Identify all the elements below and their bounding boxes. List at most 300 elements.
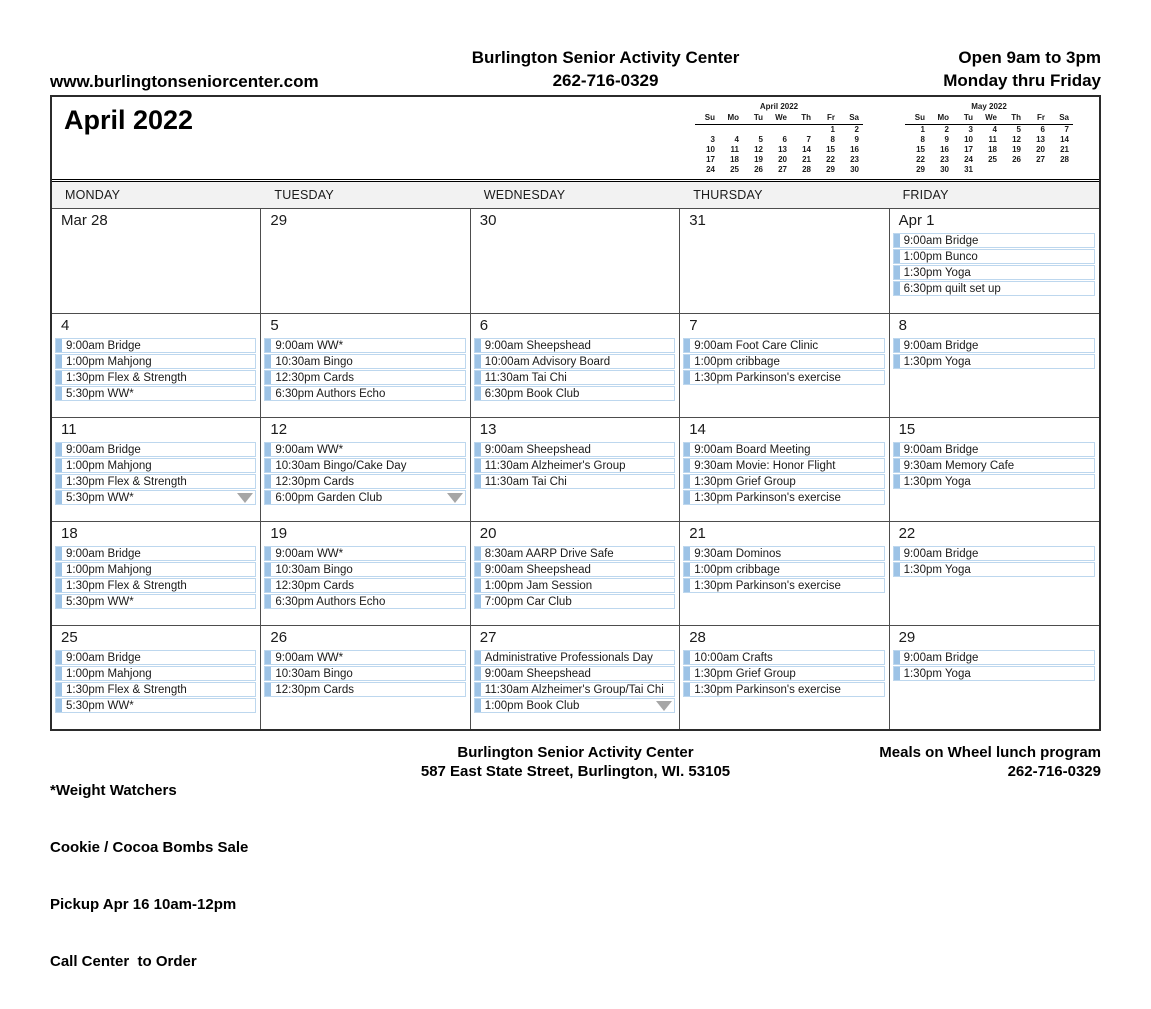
weekday-header: MONDAY xyxy=(65,188,121,202)
event-label: 5:30pm WW* xyxy=(66,699,134,712)
event-item xyxy=(893,281,1095,296)
mini-day-number xyxy=(791,125,815,135)
event-label: 1:00pm Jam Session xyxy=(484,579,593,592)
event-item xyxy=(264,354,465,369)
event-item xyxy=(55,370,256,385)
event-list xyxy=(52,442,256,505)
event-label: 9:00am Bridge xyxy=(903,443,979,456)
mini-day-number: 11 xyxy=(988,135,997,144)
day-cell xyxy=(261,314,470,417)
mini-calendar-title: April 2022 xyxy=(759,102,799,111)
event-item xyxy=(55,578,256,593)
event-item xyxy=(893,650,1095,665)
mini-day-number: 9 xyxy=(854,135,859,144)
event-item xyxy=(55,354,256,369)
mini-day-number: 26 xyxy=(754,165,763,174)
event-list xyxy=(471,650,675,713)
event-item xyxy=(474,386,675,401)
event-label: 1:00pm cribbage xyxy=(694,355,780,368)
event-label: 9:00am Sheepshead xyxy=(484,667,591,680)
event-item xyxy=(264,666,465,681)
event-label: 5:30pm WW* xyxy=(66,387,134,400)
mini-day-number: 24 xyxy=(706,165,715,174)
event-item xyxy=(55,562,256,577)
event-item xyxy=(893,546,1095,561)
day-cell xyxy=(52,626,261,729)
mini-day-number xyxy=(1001,165,1025,175)
event-label: 9:00am Sheepshead xyxy=(484,443,591,456)
event-label: Administrative Professionals Day xyxy=(484,651,653,664)
event-label: 9:30am Dominos xyxy=(694,547,782,560)
event-label: 12:30pm Cards xyxy=(275,579,355,592)
event-label: 7:00pm Car Club xyxy=(484,595,572,608)
mini-day-number: 3 xyxy=(710,135,715,144)
mini-day-number: 30 xyxy=(850,165,859,174)
event-label: 9:00am Sheepshead xyxy=(484,339,591,352)
mini-day-number: 25 xyxy=(988,155,997,164)
mini-day-number: 8 xyxy=(830,135,835,144)
mini-day-header: Mo xyxy=(719,112,743,125)
mini-day-number: 19 xyxy=(754,155,763,164)
mini-day-number: 15 xyxy=(916,145,925,154)
event-list xyxy=(890,546,1095,577)
event-label: 1:30pm Yoga xyxy=(903,563,971,576)
mini-day-number: 5 xyxy=(758,135,763,144)
day-cell xyxy=(680,418,889,521)
event-label: 5:30pm WW* xyxy=(66,491,134,504)
event-label: 1:30pm Flex & Strength xyxy=(66,579,187,592)
event-label: 1:30pm Grief Group xyxy=(694,667,796,680)
mini-day-number: 10 xyxy=(964,135,973,144)
event-label: 1:00pm Mahjong xyxy=(66,355,152,368)
event-label: 9:00am Foot Care Clinic xyxy=(694,339,819,352)
event-item xyxy=(264,562,465,577)
calendar-frame xyxy=(50,95,1101,731)
mini-day-number: 10 xyxy=(706,145,715,154)
mini-day-number: 23 xyxy=(850,155,859,164)
mini-day-header: Fr xyxy=(1025,112,1049,125)
event-list xyxy=(52,338,256,401)
event-item xyxy=(893,666,1095,681)
page-header xyxy=(50,46,1101,95)
event-label: 9:30am Movie: Honor Flight xyxy=(694,459,836,472)
event-item xyxy=(474,666,675,681)
event-item xyxy=(893,265,1095,280)
event-item xyxy=(893,354,1095,369)
date-number: 20 xyxy=(479,525,497,542)
event-label: 1:00pm Mahjong xyxy=(66,667,152,680)
date-number: 30 xyxy=(479,212,497,229)
event-label: 1:00pm cribbage xyxy=(694,563,780,576)
footer-left-line: Call Center to Order xyxy=(50,953,197,970)
event-list xyxy=(471,338,675,401)
mini-day-number xyxy=(767,125,791,135)
day-cell xyxy=(52,314,261,417)
mini-day-number: 6 xyxy=(782,135,787,144)
event-item xyxy=(264,338,465,353)
event-item xyxy=(55,386,256,401)
weekday-header: WEDNESDAY xyxy=(483,188,566,202)
mini-day-number: 4 xyxy=(992,125,997,134)
event-label: 1:30pm Flex & Strength xyxy=(66,683,187,696)
mini-day-number: 29 xyxy=(916,165,925,174)
page-footer xyxy=(50,743,1101,1009)
event-label: 1:30pm Parkinson's exercise xyxy=(694,371,841,384)
mini-day-number xyxy=(977,165,1001,175)
date-number: 27 xyxy=(479,629,497,646)
date-number: 13 xyxy=(479,421,497,438)
more-events-arrow-icon xyxy=(447,493,463,503)
event-label: 10:00am Advisory Board xyxy=(484,355,611,368)
event-item xyxy=(474,562,675,577)
mini-day-number: 20 xyxy=(1036,145,1045,154)
date-number: 26 xyxy=(270,629,288,646)
event-label: 9:00am Board Meeting xyxy=(694,443,811,456)
event-label: 9:00am WW* xyxy=(275,339,344,352)
event-label: 9:00am Bridge xyxy=(903,234,979,247)
date-number: 12 xyxy=(270,421,288,438)
event-item xyxy=(474,354,675,369)
mini-day-header: We xyxy=(977,112,1001,125)
event-item xyxy=(55,682,256,697)
event-label: 9:00am Sheepshead xyxy=(484,563,591,576)
event-item xyxy=(683,546,884,561)
event-label: 1:30pm Flex & Strength xyxy=(66,475,187,488)
event-label: 11:30am Alzheimer's Group/Tai Chi xyxy=(484,683,664,696)
mini-day-number: 14 xyxy=(1060,135,1069,144)
mini-day-number: 15 xyxy=(826,145,835,154)
date-number: 31 xyxy=(689,212,706,229)
date-number: 19 xyxy=(270,525,288,542)
event-item xyxy=(893,442,1095,457)
date-number: 22 xyxy=(898,525,916,542)
mini-day-number: 22 xyxy=(916,155,925,164)
mini-day-number xyxy=(1025,165,1049,175)
org-phone: 262-716-0329 xyxy=(552,71,659,90)
event-item xyxy=(474,578,675,593)
mini-calendar-grid xyxy=(905,112,1073,175)
event-item xyxy=(264,682,465,697)
event-item xyxy=(474,442,675,457)
day-cell xyxy=(471,522,680,625)
date-number: 14 xyxy=(689,421,706,438)
mini-day-number xyxy=(1049,165,1073,175)
month-title-row xyxy=(52,97,1099,179)
mini-day-header: Su xyxy=(905,112,929,125)
event-item xyxy=(893,562,1095,577)
event-item xyxy=(55,546,256,561)
footer-left-line: Cookie / Cocoa Bombs Sale xyxy=(50,839,249,856)
event-item xyxy=(474,458,675,473)
event-item xyxy=(55,666,256,681)
day-cell xyxy=(52,418,261,521)
weekday-header: THURSDAY xyxy=(693,188,763,202)
footer-left-line: Pickup Apr 16 10am-12pm xyxy=(50,896,237,913)
footer-right-line: Meals on Wheel lunch program xyxy=(879,744,1101,761)
event-list xyxy=(471,546,675,609)
event-list xyxy=(680,442,884,505)
event-item xyxy=(474,650,675,665)
date-number: 15 xyxy=(898,421,916,438)
event-item xyxy=(264,578,465,593)
mini-day-number: 7 xyxy=(1064,125,1069,134)
event-label: 12:30pm Cards xyxy=(275,683,355,696)
event-label: 1:00pm Bunco xyxy=(903,250,978,263)
mini-day-number: 16 xyxy=(940,145,949,154)
event-list xyxy=(890,233,1095,296)
mini-day-number: 23 xyxy=(940,155,949,164)
event-list xyxy=(890,650,1095,681)
event-item xyxy=(683,370,884,385)
event-label: 1:30pm Parkinson's exercise xyxy=(694,683,841,696)
event-item xyxy=(474,682,675,697)
mini-day-header: Su xyxy=(695,112,719,125)
event-list xyxy=(261,442,465,505)
mini-day-number xyxy=(743,125,767,135)
event-item xyxy=(264,594,465,609)
event-item xyxy=(474,474,675,489)
event-item xyxy=(893,474,1095,489)
event-label: 9:00am Bridge xyxy=(66,339,141,352)
more-events-arrow-icon xyxy=(656,701,672,711)
mini-day-number: 9 xyxy=(944,135,949,144)
mini-day-number: 21 xyxy=(802,155,811,164)
weekday-header: FRIDAY xyxy=(902,188,949,202)
event-item xyxy=(893,338,1095,353)
event-item xyxy=(893,458,1095,473)
footer-left-line: *Weight Watchers xyxy=(50,782,177,799)
event-item xyxy=(55,442,256,457)
mini-calendar xyxy=(905,102,1073,179)
mini-day-header: Fr xyxy=(815,112,839,125)
event-label: 9:00am Bridge xyxy=(903,547,979,560)
date-number: 29 xyxy=(270,212,288,229)
mini-day-header: Th xyxy=(1001,112,1025,125)
mini-day-header: Th xyxy=(791,112,815,125)
event-item xyxy=(55,490,256,505)
date-number: 7 xyxy=(689,317,698,334)
mini-calendar-title: May 2022 xyxy=(971,102,1007,111)
day-cell xyxy=(261,418,470,521)
day-cell xyxy=(471,314,680,417)
hours-line2: Monday thru Friday xyxy=(943,71,1101,90)
event-item xyxy=(683,650,884,665)
mini-day-number: 21 xyxy=(1060,145,1069,154)
event-label: 1:00pm Mahjong xyxy=(66,459,152,472)
weekday-header: TUESDAY xyxy=(274,188,334,202)
mini-day-number: 7 xyxy=(806,135,811,144)
event-label: 9:00am WW* xyxy=(275,651,344,664)
event-label: 10:30am Bingo/Cake Day xyxy=(275,459,407,472)
date-number: 21 xyxy=(689,525,706,542)
event-item xyxy=(683,578,884,593)
event-item xyxy=(474,594,675,609)
event-label: 1:30pm Yoga xyxy=(903,355,971,368)
event-label: 1:30pm Yoga xyxy=(903,667,971,680)
event-item xyxy=(683,442,884,457)
event-item xyxy=(55,458,256,473)
event-label: 6:00pm Garden Club xyxy=(275,491,383,504)
footer-center-line: Burlington Senior Activity Center xyxy=(457,744,694,761)
mini-day-header: Mo xyxy=(929,112,953,125)
event-item xyxy=(683,338,884,353)
mini-day-header: Tu xyxy=(743,112,767,125)
month-title: April 2022 xyxy=(64,105,194,135)
event-item xyxy=(264,458,465,473)
event-label: 10:30am Bingo xyxy=(275,355,353,368)
event-label: 9:30am Memory Cafe xyxy=(903,459,1015,472)
date-number: 4 xyxy=(61,317,70,334)
event-label: 10:30am Bingo xyxy=(275,667,353,680)
event-item xyxy=(683,458,884,473)
mini-day-number: 12 xyxy=(1012,135,1021,144)
calendar-grid xyxy=(52,209,1099,729)
footer-center-line: 587 East State Street, Burlington, WI. 53105 xyxy=(420,763,731,780)
date-number: 5 xyxy=(270,317,279,334)
day-cell xyxy=(52,209,261,313)
event-item xyxy=(683,682,884,697)
org-title: Burlington Senior Activity Center xyxy=(471,48,740,67)
day-cell xyxy=(471,418,680,521)
calendar-page xyxy=(50,46,1101,1009)
mini-day-header: Tu xyxy=(953,112,977,125)
event-item xyxy=(55,594,256,609)
date-number: 6 xyxy=(479,317,489,334)
event-item xyxy=(55,650,256,665)
event-list xyxy=(52,546,256,609)
footer-announcement xyxy=(50,743,380,1009)
day-cell xyxy=(261,626,470,729)
mini-day-number: 18 xyxy=(988,145,997,154)
mini-day-number: 25 xyxy=(730,165,739,174)
day-cell xyxy=(680,626,889,729)
event-label: 10:00am Crafts xyxy=(694,651,773,664)
event-label: 1:30pm Parkinson's exercise xyxy=(694,579,841,592)
mini-day-number: 20 xyxy=(778,155,787,164)
event-label: 6:30pm quilt set up xyxy=(903,282,1001,295)
event-label: 1:30pm Yoga xyxy=(903,475,971,488)
week-row xyxy=(52,313,1099,417)
more-events-arrow-icon xyxy=(237,493,253,503)
date-number: Mar 28 xyxy=(61,212,108,229)
mini-day-number xyxy=(695,125,719,135)
day-cell xyxy=(680,522,889,625)
mini-day-header: Sa xyxy=(1049,112,1073,125)
event-list xyxy=(680,546,884,593)
event-label: 6:30pm Book Club xyxy=(484,387,580,400)
mini-day-number: 11 xyxy=(730,145,739,154)
event-label: 1:00pm Book Club xyxy=(484,699,580,712)
date-number: 28 xyxy=(689,629,706,646)
event-label: 9:00am Bridge xyxy=(66,651,141,664)
website-url: www.burlingtonseniorcenter.com xyxy=(50,72,319,91)
footer-meals-program xyxy=(771,743,1101,1009)
event-label: 9:00am Bridge xyxy=(66,547,141,560)
day-cell xyxy=(261,209,470,313)
mini-calendars xyxy=(695,97,1073,179)
event-item xyxy=(683,474,884,489)
event-label: 9:00am Bridge xyxy=(903,339,979,352)
mini-day-number: 8 xyxy=(920,135,925,144)
day-cell xyxy=(890,209,1099,313)
date-number: 11 xyxy=(61,421,77,438)
date-number: 18 xyxy=(61,525,78,542)
mini-day-number: 12 xyxy=(754,145,763,154)
event-item xyxy=(474,546,675,561)
event-item xyxy=(55,474,256,489)
event-label: 9:00am Bridge xyxy=(66,443,141,456)
mini-day-number: 4 xyxy=(734,135,739,144)
event-label: 9:00am Bridge xyxy=(903,651,979,664)
mini-day-number: 3 xyxy=(968,125,973,134)
event-label: 5:30pm WW* xyxy=(66,595,134,608)
event-item xyxy=(264,546,465,561)
day-cell xyxy=(261,522,470,625)
hours-line1: Open 9am to 3pm xyxy=(958,48,1101,67)
mini-day-number: 14 xyxy=(802,145,811,154)
event-item xyxy=(264,386,465,401)
mini-day-number: 17 xyxy=(706,155,715,164)
event-label: 9:00am WW* xyxy=(275,443,344,456)
event-item xyxy=(264,650,465,665)
day-cell xyxy=(52,522,261,625)
mini-day-number: 22 xyxy=(826,155,835,164)
day-cell xyxy=(680,209,889,313)
event-label: 1:30pm Grief Group xyxy=(694,475,796,488)
event-item xyxy=(683,490,884,505)
day-cell xyxy=(471,626,680,729)
mini-day-header: Sa xyxy=(839,112,863,125)
mini-day-number: 18 xyxy=(730,155,739,164)
mini-day-number: 30 xyxy=(940,165,949,174)
event-item xyxy=(474,370,675,385)
event-item xyxy=(264,490,465,505)
event-list xyxy=(52,650,256,713)
event-label: 9:00am WW* xyxy=(275,547,344,560)
day-cell xyxy=(890,314,1099,417)
event-item xyxy=(55,698,256,713)
event-list xyxy=(471,442,675,489)
mini-day-number: 2 xyxy=(944,125,949,134)
event-item xyxy=(474,338,675,353)
week-row xyxy=(52,209,1099,313)
mini-day-number: 31 xyxy=(964,165,973,174)
mini-day-number xyxy=(719,125,743,135)
mini-day-number: 29 xyxy=(826,165,835,174)
event-label: 1:30pm Parkinson's exercise xyxy=(694,491,841,504)
footer-address xyxy=(380,743,771,1009)
mini-day-number: 2 xyxy=(854,125,859,134)
week-row xyxy=(52,417,1099,521)
mini-day-number: 24 xyxy=(964,155,973,164)
event-list xyxy=(261,338,465,401)
event-item xyxy=(474,698,675,713)
event-item xyxy=(893,233,1095,248)
week-row xyxy=(52,521,1099,625)
hours-block xyxy=(801,46,1101,92)
event-list xyxy=(890,338,1095,369)
mini-day-number: 13 xyxy=(778,145,787,154)
event-label: 6:30pm Authors Echo xyxy=(275,387,386,400)
mini-day-number: 28 xyxy=(802,165,811,174)
mini-day-number: 19 xyxy=(1012,145,1021,154)
date-number: 29 xyxy=(898,629,916,646)
event-label: 11:30am Tai Chi xyxy=(484,371,567,384)
mini-day-number: 13 xyxy=(1036,135,1045,144)
event-label: 8:30am AARP Drive Safe xyxy=(484,547,614,560)
event-list xyxy=(261,546,465,609)
mini-day-number: 28 xyxy=(1060,155,1069,164)
